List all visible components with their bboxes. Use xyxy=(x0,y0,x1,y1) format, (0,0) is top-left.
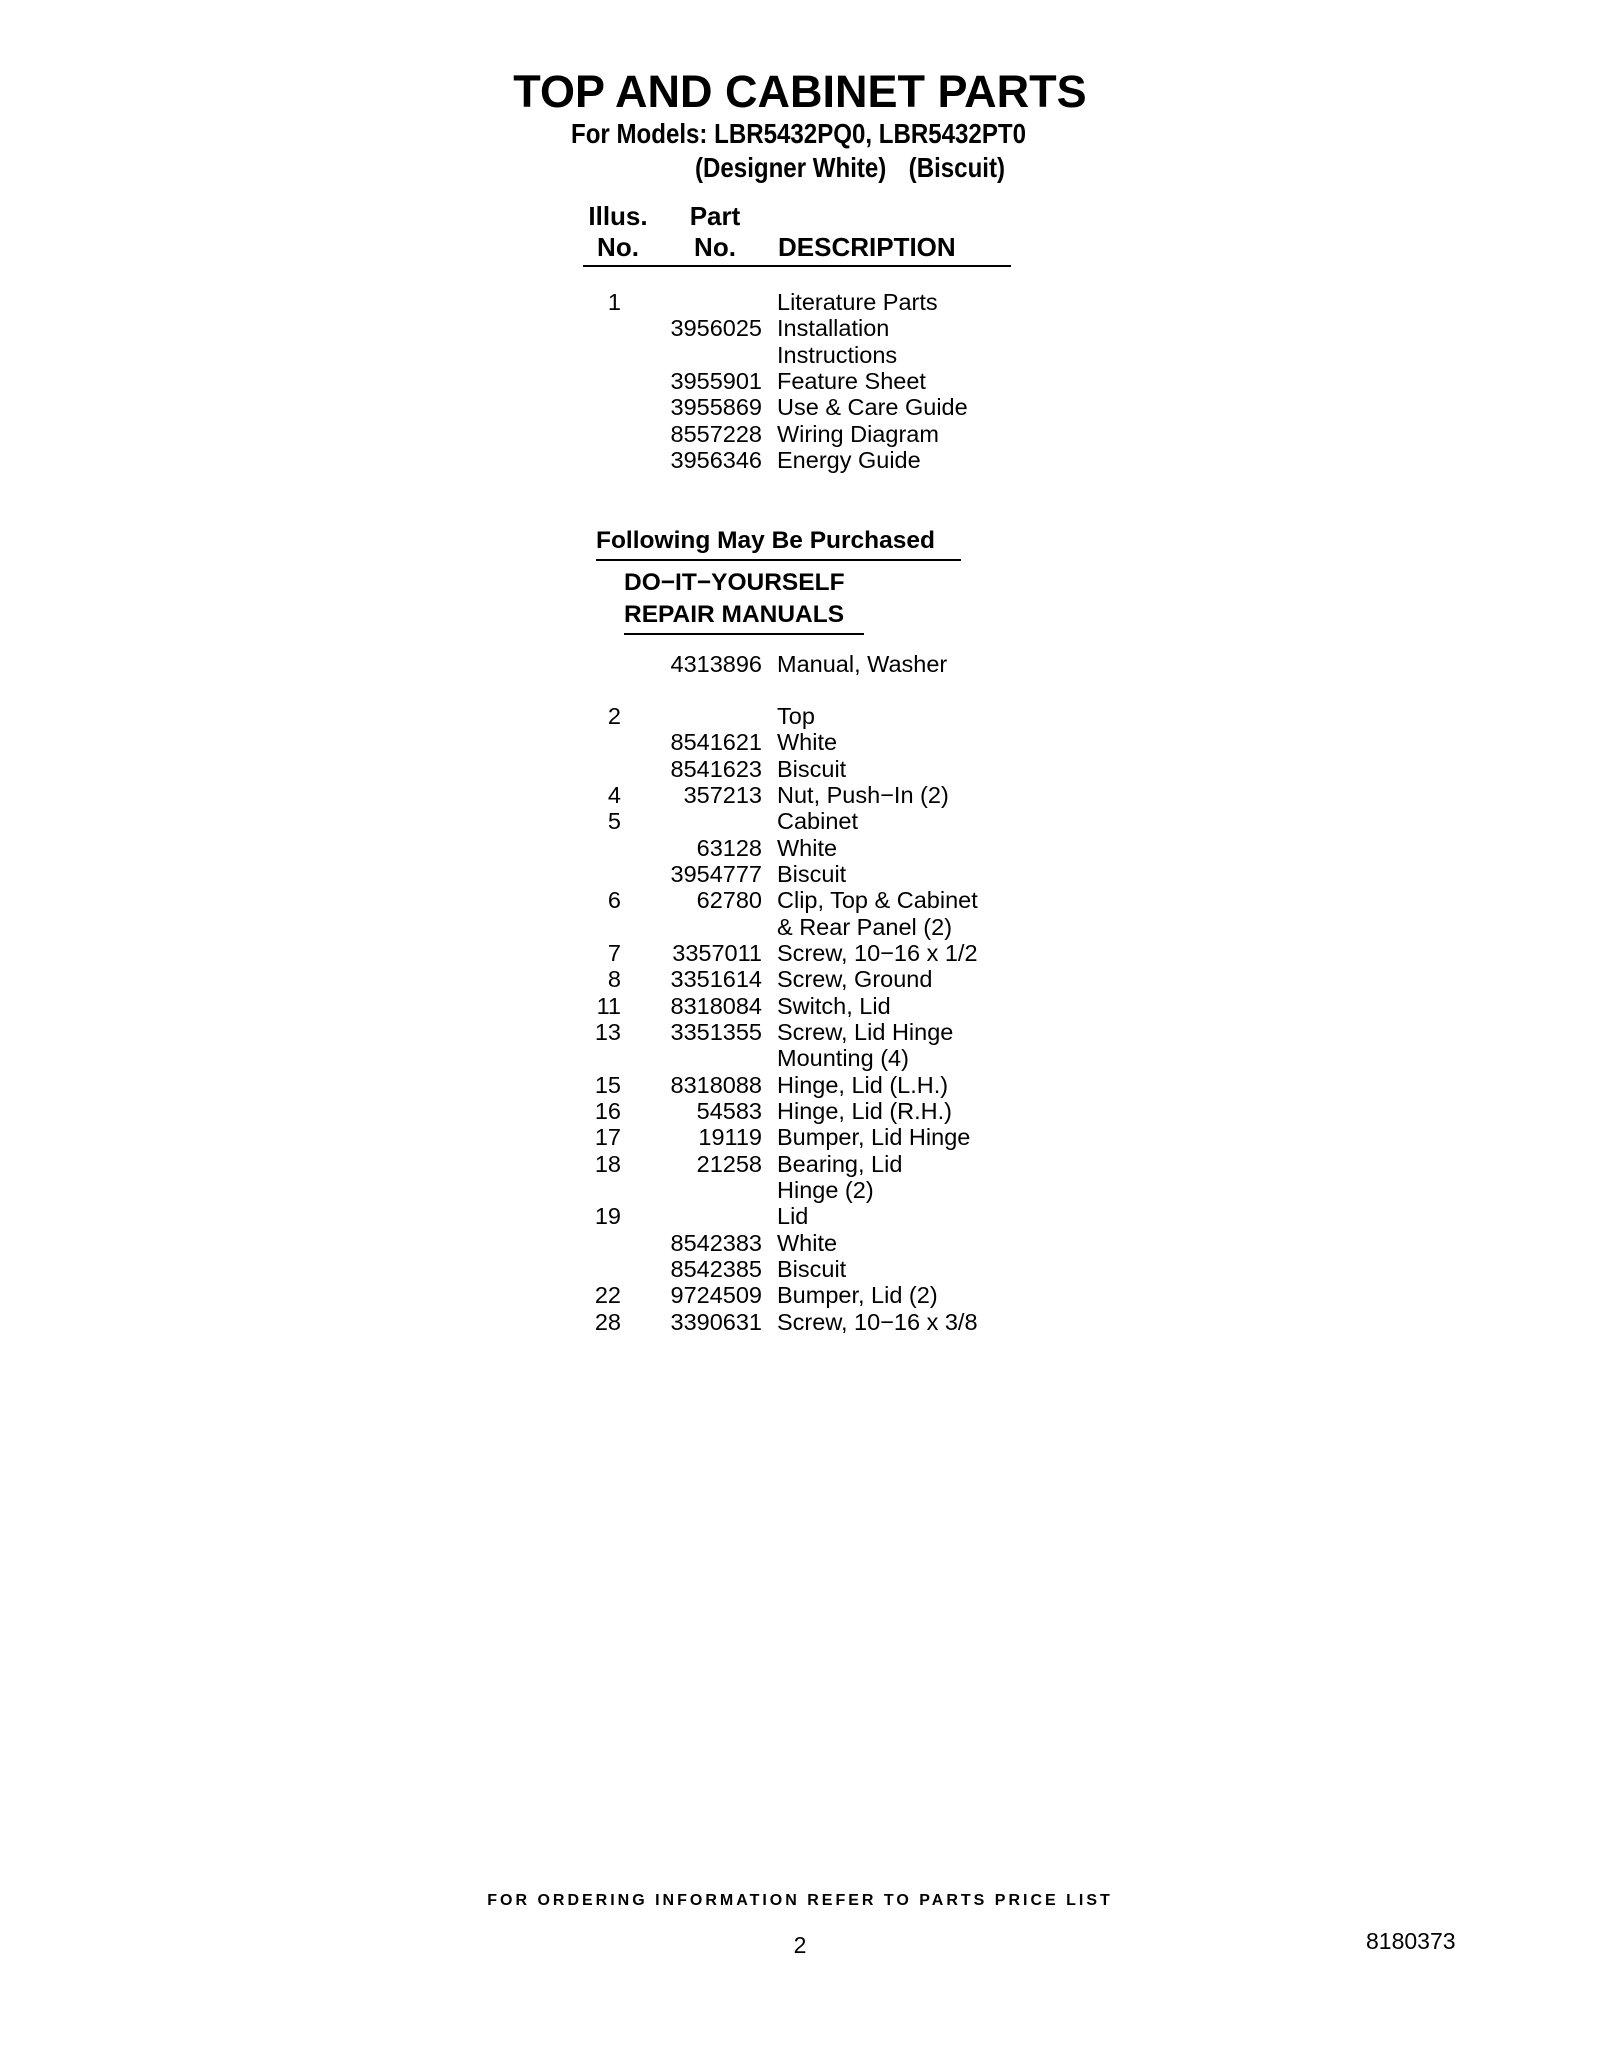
part-description: Energy Guide xyxy=(777,446,921,473)
table-row xyxy=(0,703,1600,729)
part-description: Switch, Lid xyxy=(777,992,891,1019)
column-header-part: Part No. xyxy=(689,201,741,262)
illus-number: 11 xyxy=(596,992,621,1019)
table-row xyxy=(0,1151,1600,1177)
part-description: Instructions xyxy=(777,341,898,368)
part-description: Bumper, Lid Hinge xyxy=(777,1124,971,1151)
table-row xyxy=(0,808,1600,834)
illus-number: 4 xyxy=(607,781,621,808)
table-row xyxy=(0,940,1600,966)
part-number: 8542383 xyxy=(670,1229,762,1256)
part-description: Hinge, Lid (L.H.) xyxy=(777,1071,949,1098)
table-row xyxy=(0,1230,1600,1256)
illus-number: 17 xyxy=(594,1124,621,1151)
page-number: 2 xyxy=(793,1932,807,1958)
part-description: Screw, Lid Hinge xyxy=(777,1018,954,1045)
part-number: 3351614 xyxy=(670,966,762,993)
illus-number: 28 xyxy=(594,1308,621,1335)
table-row xyxy=(0,1098,1600,1124)
model-variants xyxy=(695,152,1005,184)
part-description: Literature Parts xyxy=(777,289,938,315)
part-description: Hinge, Lid (R.H.) xyxy=(777,1097,952,1124)
part-description: Bumper, Lid (2) xyxy=(777,1282,938,1309)
part-number: 21258 xyxy=(696,1150,762,1177)
part-description: Screw, Ground xyxy=(777,966,933,993)
table-row xyxy=(0,1019,1600,1045)
part-description: Top xyxy=(777,703,815,729)
table-row xyxy=(0,1309,1600,1335)
page-title: TOP AND CABINET PARTS xyxy=(513,66,1087,117)
part-description: Hinge (2) xyxy=(777,1176,874,1203)
part-number: 63128 xyxy=(696,834,762,861)
table-row xyxy=(0,394,1600,420)
header-rule xyxy=(583,265,1011,267)
part-number: 19119 xyxy=(698,1124,762,1151)
table-row xyxy=(0,1256,1600,1282)
illus-number: 19 xyxy=(594,1203,621,1230)
diy-heading-line1: DO−IT−YOURSELF xyxy=(624,569,845,596)
part-description: Screw, 10−16 x 1/2 xyxy=(777,939,978,966)
table-row xyxy=(0,887,1600,913)
ordering-footer: FOR ORDERING INFORMATION REFER TO PARTS PRICE LIST xyxy=(487,1892,1113,1909)
table-row xyxy=(0,861,1600,887)
purchase-heading-rule xyxy=(596,559,961,561)
table-row xyxy=(0,447,1600,473)
part-description: Manual, Washer xyxy=(777,651,948,677)
part-description: Clip, Top & Cabinet xyxy=(777,887,978,914)
variant-white: (Designer White) xyxy=(695,152,887,183)
part-number: 9724509 xyxy=(670,1282,762,1309)
table-row xyxy=(0,342,1600,368)
part-description: Feature Sheet xyxy=(777,367,926,394)
part-number: 3954777 xyxy=(670,860,762,887)
part-number: 8318084 xyxy=(670,992,762,1019)
table-row xyxy=(0,729,1600,755)
table-row xyxy=(0,993,1600,1019)
part-description: Nut, Push−In (2) xyxy=(777,781,949,808)
part-description: Lid xyxy=(777,1203,809,1230)
illus-number: 8 xyxy=(607,966,621,993)
illus-number: 7 xyxy=(607,939,621,966)
table-row xyxy=(0,421,1600,447)
part-description: Biscuit xyxy=(777,1255,847,1282)
illus-number: 18 xyxy=(594,1150,621,1177)
part-number: 3357011 xyxy=(672,939,762,966)
part-description: Bearing, Lid xyxy=(777,1150,903,1177)
part-number: 8541623 xyxy=(670,755,762,782)
column-header-illus: Illus. No. xyxy=(588,201,648,262)
table-row xyxy=(0,1177,1600,1203)
table-row xyxy=(0,651,1600,677)
models-line: For Models: LBR5432PQ0, LBR5432PT0 xyxy=(571,118,1026,149)
table-row xyxy=(0,966,1600,992)
part-number: 3390631 xyxy=(670,1308,762,1335)
part-number: 8557228 xyxy=(670,420,762,447)
part-description: & Rear Panel (2) xyxy=(777,913,953,940)
table-row xyxy=(0,1203,1600,1229)
part-number: 8542385 xyxy=(670,1255,762,1282)
illus-number: 13 xyxy=(594,1018,621,1045)
part-number: 3955901 xyxy=(670,367,762,394)
table-row xyxy=(0,315,1600,341)
illus-number: 2 xyxy=(607,703,621,729)
table-row xyxy=(0,1072,1600,1098)
table-row xyxy=(0,289,1600,315)
part-description: Installation xyxy=(777,315,890,342)
part-number: 8541621 xyxy=(670,729,762,756)
part-description: White xyxy=(777,729,838,756)
table-row xyxy=(0,756,1600,782)
part-number: 4313896 xyxy=(670,651,762,677)
part-number: 8318088 xyxy=(670,1071,762,1098)
part-number: 357213 xyxy=(683,781,762,808)
diy-heading-rule xyxy=(624,633,864,635)
illus-number: 1 xyxy=(607,289,621,315)
part-description: Mounting (4) xyxy=(777,1045,909,1072)
table-row xyxy=(0,914,1600,940)
part-number: 3955869 xyxy=(670,394,762,421)
part-number: 3351355 xyxy=(670,1018,762,1045)
table-row xyxy=(0,1282,1600,1308)
table-row xyxy=(0,1124,1600,1150)
part-description: Cabinet xyxy=(777,808,858,835)
part-description: Biscuit xyxy=(777,755,847,782)
column-header-description: DESCRIPTION xyxy=(778,232,956,262)
part-description: Biscuit xyxy=(777,860,847,887)
diy-heading-line2: REPAIR MANUALS xyxy=(624,601,845,628)
variant-biscuit: (Biscuit) xyxy=(908,152,1006,183)
part-number: 62780 xyxy=(696,887,762,914)
part-description: White xyxy=(777,1229,838,1256)
table-row xyxy=(0,782,1600,808)
part-description: Wiring Diagram xyxy=(777,420,939,447)
table-row xyxy=(0,368,1600,394)
part-description: Use & Care Guide xyxy=(777,394,968,421)
part-description: White xyxy=(777,834,838,861)
illus-number: 22 xyxy=(594,1282,621,1309)
part-number: 3956346 xyxy=(670,446,762,473)
table-row xyxy=(0,835,1600,861)
part-number: 54583 xyxy=(696,1097,762,1124)
illus-number: 6 xyxy=(607,887,621,914)
table-row xyxy=(0,1045,1600,1071)
part-description: Screw, 10−16 x 3/8 xyxy=(777,1308,978,1335)
illus-number: 16 xyxy=(594,1097,621,1124)
document-number: 8180373 xyxy=(1366,1928,1456,1954)
illus-number: 15 xyxy=(594,1071,621,1098)
illus-number: 5 xyxy=(607,808,621,835)
purchase-heading: Following May Be Purchased xyxy=(596,527,935,554)
part-number: 3956025 xyxy=(670,315,762,342)
